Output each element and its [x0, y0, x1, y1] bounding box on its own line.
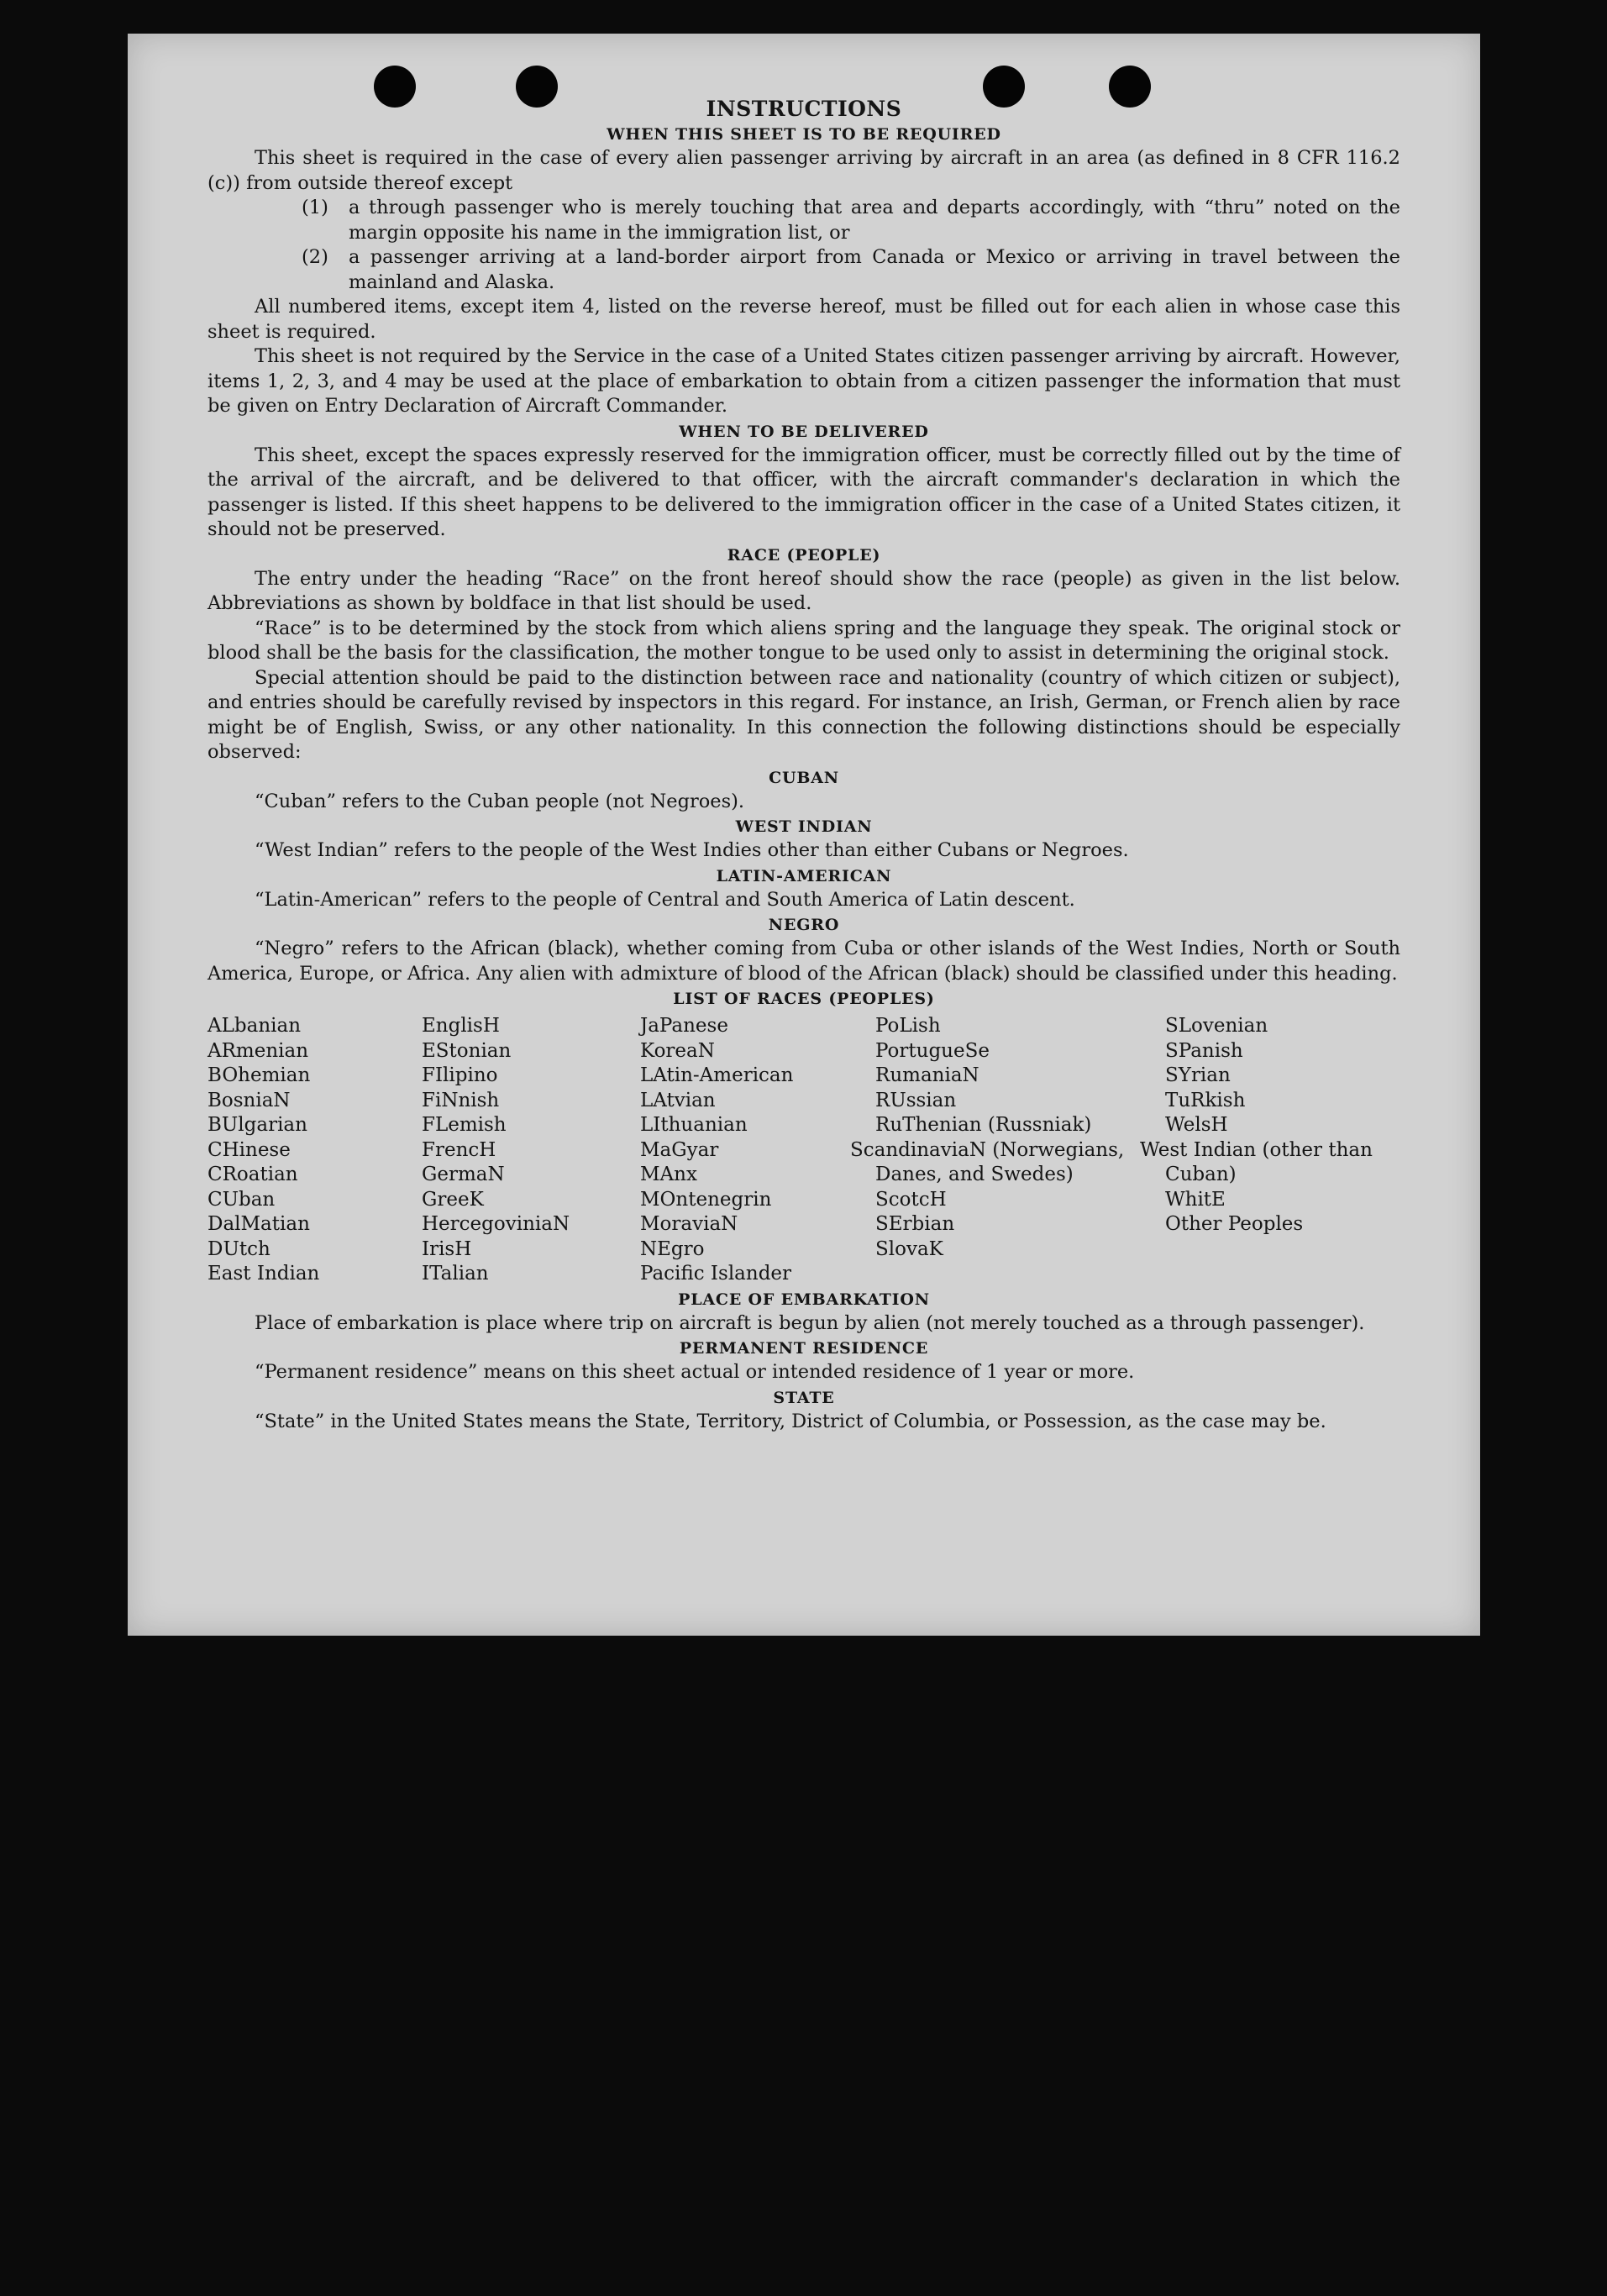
race-entry: IrisH: [422, 1237, 472, 1260]
race-entry: ITalian: [422, 1263, 489, 1285]
race-entry: RUssian: [875, 1089, 957, 1111]
state-heading: STATE: [773, 1388, 835, 1407]
race-entry: ALbanian: [207, 1015, 302, 1037]
race-column: [850, 1014, 1165, 1287]
race-entry: East Indian: [207, 1263, 320, 1285]
race-entry: NEgro: [640, 1237, 705, 1260]
race-entry: ARmenian: [207, 1039, 309, 1062]
race-entry: CRoatian: [207, 1164, 298, 1185]
exception-item: [302, 196, 1400, 245]
permanent-residence-heading: PERMANENT RESIDENCE: [679, 1339, 929, 1358]
negro-heading: NEGRO: [768, 916, 840, 934]
race-column: [422, 1014, 640, 1287]
race-entry: Pacific Islander: [640, 1263, 792, 1285]
race-column: [207, 1014, 422, 1287]
cuban-heading: CUBAN: [769, 768, 839, 787]
races-list-heading: LIST OF RACES (PEOPLES): [673, 990, 935, 1008]
numbered-items-paragraph: All numbered items, except item 4, listed on the reverse hereof, must be filled out for each alien in whose case this sheet is required.: [207, 296, 1400, 343]
race-entry: LAtin-American: [640, 1064, 794, 1086]
race-entry: ScotcH: [875, 1188, 947, 1211]
cuban-definition: “Cuban” refers to the Cuban people (not Negroes).: [255, 790, 745, 812]
race-column: [640, 1014, 875, 1287]
race-entry: EStonian: [422, 1039, 512, 1062]
when-required-heading: WHEN THIS SHEET IS TO BE REQUIRED: [607, 125, 1001, 144]
race-entry: MOntenegrin: [640, 1188, 772, 1211]
race-entry: MoraviaN: [640, 1213, 738, 1235]
race-entry: Other Peoples: [1165, 1213, 1304, 1235]
exception-number: (2): [302, 246, 328, 268]
west-indian-heading: WEST INDIAN: [735, 817, 873, 836]
race-entry: CUban: [207, 1188, 276, 1211]
race-stock-paragraph: “Race” is to be determined by the stock from which aliens spring and the language they speak. The original stock or blood shall be the basis for the classification, the mother tongue to be used only to assist in determining the original stock.: [207, 617, 1400, 664]
exception-text: a through passenger who is merely touching that area and departs accordingly, with “thru” noted on the margin opposite his name in the immigration list, or: [349, 197, 1400, 244]
instructions-title: INSTRUCTIONS: [706, 97, 902, 121]
race-entry: GreeK: [422, 1188, 484, 1211]
permanent-residence-definition: “Permanent residence” means on this sheet actual or intended residence of 1 year or more.: [255, 1361, 1135, 1383]
race-entry: SErbian: [875, 1213, 955, 1235]
race-entry: BOhemian: [207, 1064, 311, 1086]
race-entry: ScandinaviaN (Norwegians, Danes, and Swedes): [850, 1138, 1125, 1185]
race-entry: LIthuanian: [640, 1114, 748, 1136]
race-entry: SlovaK: [875, 1237, 943, 1260]
race-entry: SPanish: [1165, 1039, 1243, 1062]
exception-text: a passenger arriving at a land-border airport from Canada or Mexico or arriving in travel between the mainland and Alaska.: [349, 246, 1400, 293]
latin-american-definition: “Latin-American” refers to the people of Central and South America of Latin descent.: [255, 888, 1075, 911]
race-entry: WelsH: [1165, 1114, 1228, 1136]
race-entry: BosniaN: [207, 1089, 291, 1111]
race-nationality-paragraph: Special attention should be paid to the distinction between race and nationality (country of which citizen or subject), and entries should be carefully revised by inspectors in this regard. For instance, an Irish, German, or French alien by race might be of English, Swiss, or any other nationality. In this connection the following distinctions should be especially observed:: [207, 666, 1400, 763]
race-entry: HercegoviniaN: [422, 1213, 570, 1235]
race-heading: RACE (PEOPLE): [727, 545, 881, 565]
race-entry: KoreaN: [640, 1039, 715, 1062]
when-required-paragraph: This sheet is required in the case of every alien passenger arriving by aircraft in an area (as defined in 8 CFR 116.2 (c)) from outside thereof except: [207, 147, 1400, 194]
race-entry: West Indian (other than Cuban): [1140, 1138, 1373, 1185]
race-entry: MaGyar: [640, 1138, 719, 1161]
embarkation-definition: Place of embarkation is place where trip on aircraft is begun by alien (not merely touched as a through passenger).: [255, 1311, 1365, 1334]
race-entry: FLemish: [422, 1114, 507, 1136]
race-entry: PortugueSe: [875, 1039, 990, 1062]
races-list: [207, 1014, 1400, 1287]
race-column: [1140, 1014, 1384, 1287]
race-entry: MAnx: [640, 1164, 697, 1185]
race-entry: WhitE: [1165, 1188, 1226, 1211]
instructions-content: [207, 97, 1400, 1434]
when-delivered-paragraph: This sheet, except the spaces expressly reserved for the immigration officer, must be correctly filled out by the time of the arrival of the aircraft, and be delivered to that officer, with the aircraft commander's declaration in which the passenger is listed. If this sheet happens to be delivered to the immigration officer in the case of a United States citizen, it should not be preserved.: [207, 444, 1400, 540]
citizen-paragraph: This sheet is not required by the Service in the case of a United States citizen passenger arriving by aircraft. However, items 1, 2, 3, and 4 may be used at the place of embarkation to obtain from a citizen passenger the information that must be given on Entry Declaration of Aircraft Commander.: [207, 345, 1400, 417]
race-paragraph: The entry under the heading “Race” on the front hereof should show the race (people) as given in the list below. Abbreviations as shown by boldface in that list should be used.: [207, 567, 1400, 614]
latin-american-heading: LATIN-AMERICAN: [716, 866, 892, 885]
race-entry: EnglisH: [422, 1015, 500, 1037]
race-entry: GermaN: [422, 1164, 505, 1185]
race-entry: PoLish: [875, 1015, 941, 1037]
race-entry: RuThenian (Russniak): [875, 1114, 1092, 1136]
embarkation-heading: PLACE OF EMBARKATION: [678, 1290, 930, 1309]
race-entry: TuRkish: [1165, 1089, 1246, 1111]
race-entry: RumaniaN: [875, 1064, 979, 1086]
race-entry: DalMatian: [207, 1213, 310, 1235]
state-definition: “State” in the United States means the State, Territory, District of Columbia, or Possession, as the case may be.: [255, 1410, 1326, 1432]
race-entry: JaPanese: [640, 1015, 728, 1037]
west-indian-definition: “West Indian” refers to the people of the West Indies other than either Cubans or Negroes.: [255, 839, 1129, 861]
race-entry: DUtch: [207, 1237, 270, 1260]
race-entry: LAtvian: [640, 1089, 716, 1111]
race-entry: FiNnish: [422, 1089, 500, 1111]
race-entry: SLovenian: [1165, 1015, 1268, 1037]
when-delivered-heading: WHEN TO BE DELIVERED: [679, 422, 929, 441]
race-entry: SYrian: [1165, 1064, 1231, 1086]
document-sheet: [128, 34, 1480, 1636]
race-entry: FIlipino: [422, 1064, 498, 1086]
race-entry: FrencH: [422, 1138, 496, 1161]
exception-item: [302, 245, 1400, 295]
exception-number: (1): [302, 197, 328, 218]
race-entry: BUlgarian: [207, 1114, 307, 1136]
negro-definition: “Negro” refers to the African (black), whether coming from Cuba or other islands of the West Indies, North or South America, Europe, or Africa. Any alien with admixture of blood of the African (black) should be classified under this heading.: [207, 938, 1400, 985]
race-entry: CHinese: [207, 1138, 291, 1161]
